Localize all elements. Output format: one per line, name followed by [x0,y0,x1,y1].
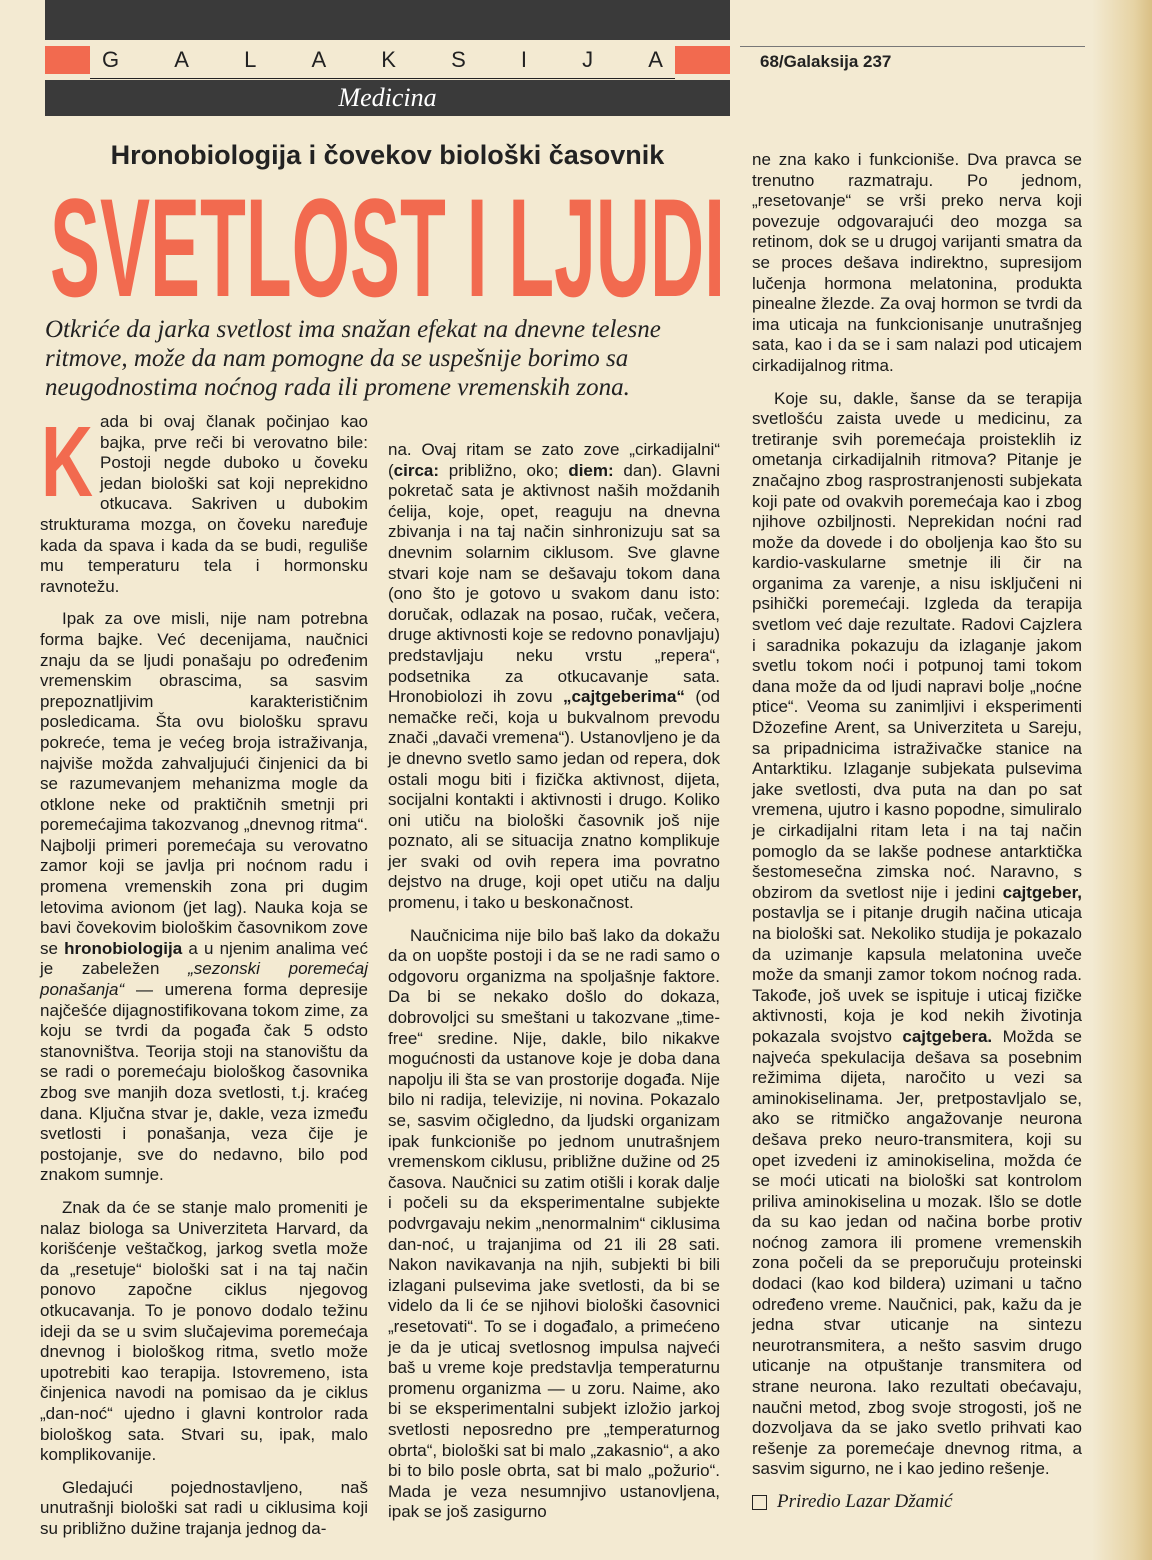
article-lede: Otkriće da jarka svetlost ima snažan efekat na dnevne telesne ritmove, može da nam pomogne da se uspešnije borimo sa neugodnostima noćnog rada ili promene vremenskih zona. [45,316,661,401]
paragraph [40,406,368,597]
paragraph-text: na. Ovaj ritam se zato zove „cirkadijalni“ ( [388,440,720,480]
issue-number: 68/Galaksija 237 [760,52,892,71]
masthead-block-left [45,46,90,74]
headline [45,169,730,326]
paragraph: Znak da će se stanje malo promeniti je nalaz biologa sa Univerziteta Harvard, da korišćenje veštačkog, jarkog svetla može da „resetuje“ biološki sat i na taj način ponovo započne ciklus njegovog otkucavanja. To je ponovo dodalo težinu ideji da se u svim slučajevima poremećaja dnevnog i biološkog ritma, svetlo može upotrebiti kao terapija. Istovremeno, ista činjenica navodi na pomisao da je ciklus „dan-noć“ ujedno i glavni kontrolor rada biološkog sata. Stvari su, ipak, malo komplikovanije. [40,1197,368,1465]
page-edge [1092,0,1152,1560]
top-bar [45,0,730,40]
paragraph-text: Koje su, dakle, šanse da se terapija svetlošću zaista uvede u medicinu, za tretiranje svih poremećaja proisteklih iz ometanja cirkadijalnih ritmova? Pitanje je značajno zbog rasprostranjenosti subjekata koji pate od ovakvih poremećaja kao i zbog njihove ozbiljnosti. Neprekidan noćni rad može da dovede i do oboljenja kao što su kardio-vaskularne smetnje ili čir na organima za varenje, a nisu isključeni ni psihički poremećaji. Izgleda da terapija svetlom već daje rezultate. Radovi Cajzlera i saradnika pokazuju da izlaganje jakom svetlu tokom noći i potpunoj tami tokom dana može da od ljudi napravi bolje „noćne ptice“. Veoma su zanimljivi i eksperimenti Džozefine Arent, sa Univerziteta u Sareju, sa pripadnicima istraživačke stanice na Antarktiku. Izlaganje subjekata pulsevima jake svetlosti, dva puta na dan po sat vremena, ujutro i kasno popodne, simuliralo je cirkadijalni ritam leta i na taj način pomoglo da se lakše podnese antarktička šestomesečna zimska noć. Naravno, s obzirom da svetlost nije i jedini [752,388,1082,902]
masthead-letter: G [102,47,120,72]
bold-term: diem: [568,460,614,480]
bold-term: „cajtgeberima“ [563,687,685,707]
masthead-letter: J [582,47,594,72]
paragraph-text: (od nemačke reči, koja u bukvalnom prevodu znači „davači vremena“). Ustanovljeno je da je dnevno svetlo samo jedan od repera, dok ostali mogu biti i fizička aktivnost, dijeta, socijalni kontakti i aktivnosti i drugo. Koliko oni utiču na biološki časovnik još nije poznato, ali se situacija znatno komplikuje jer svaki od ovih repera ima povratno dejstvo na druge, koji opet utiču na dalju promenu, i tako u beskonačnost. [388,687,720,913]
masthead-letter: A [311,47,327,72]
paragraph-text: Možda se najveća spekulacija dešava sa posebnim režimima dijeta, naročito u vezi sa aminokiselinama. Jer, pretpostavljalo se, ako se ritmičko angažovanje neurona dešava preko neuro-transmitera, koji su opet izvedeni iz aminokiselina, možda će se moći uticati na biološki sat kontrolom priliva aminokiselina u mozak. Išlo se dotle da su kao jedan od načina borbe protiv noćnog zamora ili promene vremenskih zona počeli da se preporučuju proteinski dodaci (kao kod bildera) uzimani u tačno određeno vreme. Naučnici, pak, kažu da je jedna stvar uticanje na sintezu neurotransmitera, a nešto sasvim drugo uticanje na otpuštanje transmitera od strane neurona. Iako rezultati obećavaju, naučni metod, zbog svoje strogosti, još ne dozvoljava da se jako svetlo prihvati kao rešenje za poremećaje dnevnog ritma, a sasvim sigurno, ne i kao jedino rešenje. [752,1026,1082,1479]
masthead-letter: A [648,47,663,72]
paragraph [752,389,1082,1480]
drop-cap-letter: K [41,406,93,518]
masthead [45,42,730,78]
masthead-letter: I [520,47,527,72]
headline-text: SVETLOST I LJUDI [50,169,725,326]
issue-rule [740,46,1085,47]
masthead-letters [90,42,675,79]
paragraph-text: približno, oko; [448,460,559,480]
masthead-letter: K [381,47,396,72]
paragraph: ne zna kako i funkcioniše. Dva pravca se trenutno razmatraju. Po jednom, „resetovanje“ se vrši preko nerva koji povezuje odgovarajući deo mozga sa retinom, dok se u drugoj varijanti smatra da se proces dešava indirektno, supresijom lučenja hormona melatonina, produkta pinealne žlezde. Za ovaj hormon se tvrdi da ima uticaja na funkcionisanje unutrašnjeg sata, kao i da se i sam nalazi pod uticajem cirkadijalnog ritma. [752,150,1082,375]
paragraph-text: Ipak za ove misli, nije nam potrebna forma bajke. Već decenijama, naučnici znaju da se ljudi ponašaju po određenim vremenskim obrascima, sa sasvim prepoznatljivim karakterističnim posledicama. Šta ovu biološku spravu pokreće, tema je većeg broja istraživanja, najviše možda zahvaljujući činjenici da bi se razumevanjem mehanizma mogle da otklone neke od praktičnih smetnji pri poremećajima takozvanog „dnevnog ritma“. Najbolji primeri poremećaja su verovatno zamor koji se javlja pri noćnom radu i promena vremenskih zona pri dugim letovima avionom (jet lag). Nauka koja se bavi čovekovim biološkim časovnikom zove se [40,609,368,958]
masthead-letter: A [174,47,189,72]
column-3 [752,150,1082,1513]
bold-term: circa: [393,460,440,480]
column-2 [388,440,720,1535]
bold-term: cajtgebera. [902,1026,993,1046]
headline-svg [45,169,730,326]
paragraph-text: ada bi ovaj članak počinjao kao bajka, prve reči bi verovatno bile: Postoji negde duboko u čoveku jedan biološki sat koji neprekidno otkucava. Sakriven u dubokim strukturama mozga, on čoveku naređuje kada da spava i kada da se budi, reguliše mu temperaturu tela i hormonsku ravnotežu. [40,412,368,596]
drop-cap [40,406,94,518]
column-1 [40,406,368,1551]
masthead-letter: S [451,47,466,72]
masthead-block-right [675,46,730,74]
paragraph: Naučnicima nije bilo baš lako da dokažu da on uopšte postoji i da se ne radi samo o odgovoru organizma na spoljašnje faktore. Da bi se nekako došlo do dokaza, dobrovoljci su smeštani u takozvane „time-free“ sredine. Nije, dakle, bilo nikakve mogućnosti da ustanove koje je doba dana napolju ili šta se van prostorije događa. Nije bilo ni radija, televizije, ni novina. Pokazalo se, sasvim očigledno, da ljudski organizam ipak funkcioniše po jednom unutrašnjem vremenskom ciklusu, približne dužine od 25 časova. Naučnici su zatim otišli i korak dalje i počeli su da eksperimentalne subjekte podvrgavaju nekim „nenormalnim“ ciklusima dan-noć, u trajanjima od 21 ili 28 sati. Nakon navikavanja na njih, subjekti bi bili izlagani pulsevima jake svetlosti, da bi se videlo da li će se njihovi biološki časovnici „resetovati“. To se i događalo, a primećeno je da je uticaj svetlosnog impulsa najveći baš u vreme koje predstavlja temperaturnu promenu organizma — u zoru. Naime, ako bi se eksperimentalni subjekt izložio jarkoj svetlosti neposredno pre „temperaturnog obrta“, biološki sat bi malo „zakasnio“, a ako bi to bilo posle obrta, sat bi malo „požurio“. Mada je veza nesumnjivo ustanovljena, ipak se još zasigurno [388,925,720,1522]
paragraph [388,440,720,914]
section-title: Medicina [45,80,730,116]
paragraph-text: postavlja se i pitanje drugih načina uticaja na biološki sat. Nekoliko studija je pokazalo da uzimanje kapsula melatonina uveče može da smanji zamor tokom noćnog rada. Takođe, još uvek se ispituje i uticaj fizičke aktivnosti, koja je kod nekih životinja pokazala svojstvo [752,903,1082,1046]
author-signature [752,1492,1082,1513]
italic-term: „sezonski poremećaj ponašanja“ [40,959,368,1000]
paragraph-text: a u njenim analima već je zabeležen [40,938,368,979]
paragraph: Gledajući pojednostavljeno, naš unutrašnji biološki sat radi u ciklusima koji su približno dužine trajanja jednog da- [40,1477,368,1538]
paragraph-text: — umerena forma depresije najčešće dijagnostifikovana tokom zime, za koju se tvrdi da pogađa čak 5 odsto stanovništva. Teorija stoji na stanovištu da se radi o poremećaju biološkog časovnika zbog sve manjih doza svetlosti, t.j. kraćeg dana. Ključna stvar je, dakle, veza između svetlosti i ponašanja, veza čije je postojanje, sve do nedavno, bilo pod znakom sumnje. [40,980,368,1185]
masthead-letter: L [244,47,257,72]
square-icon [752,1495,767,1510]
paragraph [40,609,368,1186]
author-name: Priredio Lazar Džamić [777,1491,953,1512]
article-subtitle: Hronobiologija i čovekov biološki časovnik [110,140,665,170]
bold-term: hronobiologija [64,938,183,958]
paragraph-text: dan). Glavni pokretač sata je aktivnost naših moždanih ćelija, koje, opet, reaguju na dnevna zbivanja i na taj način sinhronizuju sat sa dnevnim solarnim ciklusom. Sve glavne stvari koje nam se dešavaju tokom dana (ono što je gotovo u svakom danu isto: doručak, odlazak na posao, ručak, večera, druge aktivnosti koje se redovno ponavljaju) predstavljaju neku vrstu „repera“, podsetnika za otkucavanje sata. Hronobiolozi ih zovu [388,460,720,707]
bold-term: cajtgeber, [1002,882,1082,902]
